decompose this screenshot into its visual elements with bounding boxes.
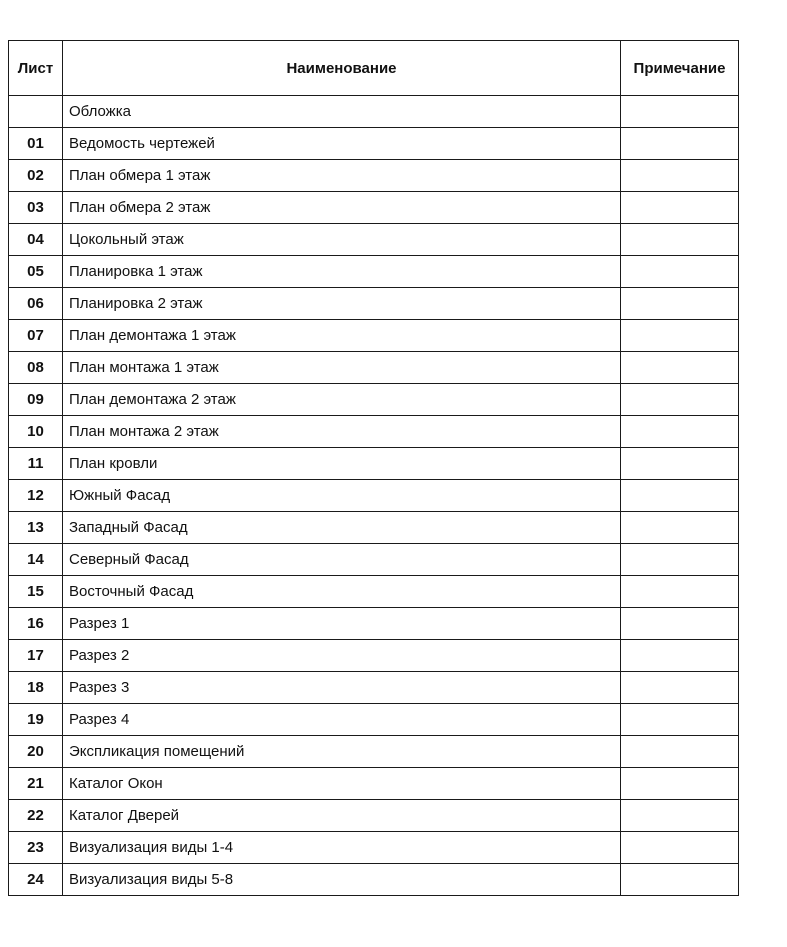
table-row [9,512,739,544]
cell-note [621,480,739,512]
cell-note [621,352,739,384]
cell-sheet: 21 [9,768,63,800]
cell-sheet: 17 [9,640,63,672]
cell-name: План монтажа 1 этаж [63,352,621,384]
cell-sheet: 08 [9,352,63,384]
cell-name: Каталог Окон [63,768,621,800]
table-row [9,800,739,832]
cell-name: Южный Фасад [63,480,621,512]
cell-name: Разрез 4 [63,704,621,736]
table-row [9,256,739,288]
sheet-table-body [9,96,739,896]
cell-sheet: 12 [9,480,63,512]
cell-name: Разрез 3 [63,672,621,704]
cell-sheet: 22 [9,800,63,832]
table-row [9,544,739,576]
cell-sheet: 07 [9,320,63,352]
table-row [9,192,739,224]
cell-note [621,640,739,672]
cell-sheet: 14 [9,544,63,576]
table-row [9,576,739,608]
table-row [9,640,739,672]
cell-sheet: 20 [9,736,63,768]
cell-note [621,256,739,288]
cell-name: Планировка 1 этаж [63,256,621,288]
cell-sheet: 05 [9,256,63,288]
cell-sheet: 01 [9,128,63,160]
drawing-sheet-list-table [8,40,739,896]
table-row [9,480,739,512]
cell-name: Визуализация виды 1-4 [63,832,621,864]
cell-sheet: 16 [9,608,63,640]
table-row [9,832,739,864]
table-header [9,41,739,96]
cell-note [621,384,739,416]
cell-note [621,704,739,736]
table-row [9,704,739,736]
cell-note [621,512,739,544]
cell-note [621,800,739,832]
cell-note [621,320,739,352]
cell-name: Ведомость чертежей [63,128,621,160]
cell-note [621,832,739,864]
cell-sheet: 04 [9,224,63,256]
cell-sheet: 15 [9,576,63,608]
cell-name: План демонтажа 1 этаж [63,320,621,352]
cell-note [621,128,739,160]
cell-note [621,736,739,768]
cell-name: План демонтажа 2 этаж [63,384,621,416]
cell-sheet: 09 [9,384,63,416]
cell-name: Разрез 1 [63,608,621,640]
table-row [9,128,739,160]
table-row [9,384,739,416]
cell-name: Цокольный этаж [63,224,621,256]
cell-sheet: 03 [9,192,63,224]
cell-note [621,576,739,608]
cell-note [621,448,739,480]
cell-sheet: 18 [9,672,63,704]
header-sheet: Лист [9,41,63,96]
cell-name: План обмера 2 этаж [63,192,621,224]
cell-note [621,160,739,192]
table-row [9,96,739,128]
table-row [9,416,739,448]
cell-sheet: 11 [9,448,63,480]
header-note: Примечание [621,41,739,96]
cell-sheet: 24 [9,864,63,896]
cell-name: Визуализация виды 5-8 [63,864,621,896]
cell-sheet: 06 [9,288,63,320]
table-row [9,672,739,704]
cell-name: План кровли [63,448,621,480]
cell-note [621,224,739,256]
table-row [9,288,739,320]
table-row [9,320,739,352]
cell-sheet: 13 [9,512,63,544]
cell-name: План обмера 1 этаж [63,160,621,192]
cell-name: Каталог Дверей [63,800,621,832]
table-row [9,224,739,256]
table-row [9,352,739,384]
cell-note [621,864,739,896]
table-row [9,768,739,800]
cell-sheet: 02 [9,160,63,192]
cell-name: Северный Фасад [63,544,621,576]
cell-name: Экспликация помещений [63,736,621,768]
cell-name: Западный Фасад [63,512,621,544]
cell-note [621,768,739,800]
cell-name: План монтажа 2 этаж [63,416,621,448]
cell-sheet: 19 [9,704,63,736]
cell-sheet [9,96,63,128]
table-row [9,160,739,192]
cell-note [621,288,739,320]
cell-sheet: 23 [9,832,63,864]
cell-name: Планировка 2 этаж [63,288,621,320]
cell-note [621,192,739,224]
cell-note [621,608,739,640]
table-row [9,608,739,640]
cell-name: Разрез 2 [63,640,621,672]
cell-note [621,416,739,448]
cell-note [621,544,739,576]
table-row [9,864,739,896]
table-row [9,736,739,768]
cell-note [621,96,739,128]
cell-name: Обложка [63,96,621,128]
table-row [9,448,739,480]
cell-note [621,672,739,704]
header-row [9,41,739,96]
header-name: Наименование [63,41,621,96]
cell-sheet: 10 [9,416,63,448]
cell-name: Восточный Фасад [63,576,621,608]
